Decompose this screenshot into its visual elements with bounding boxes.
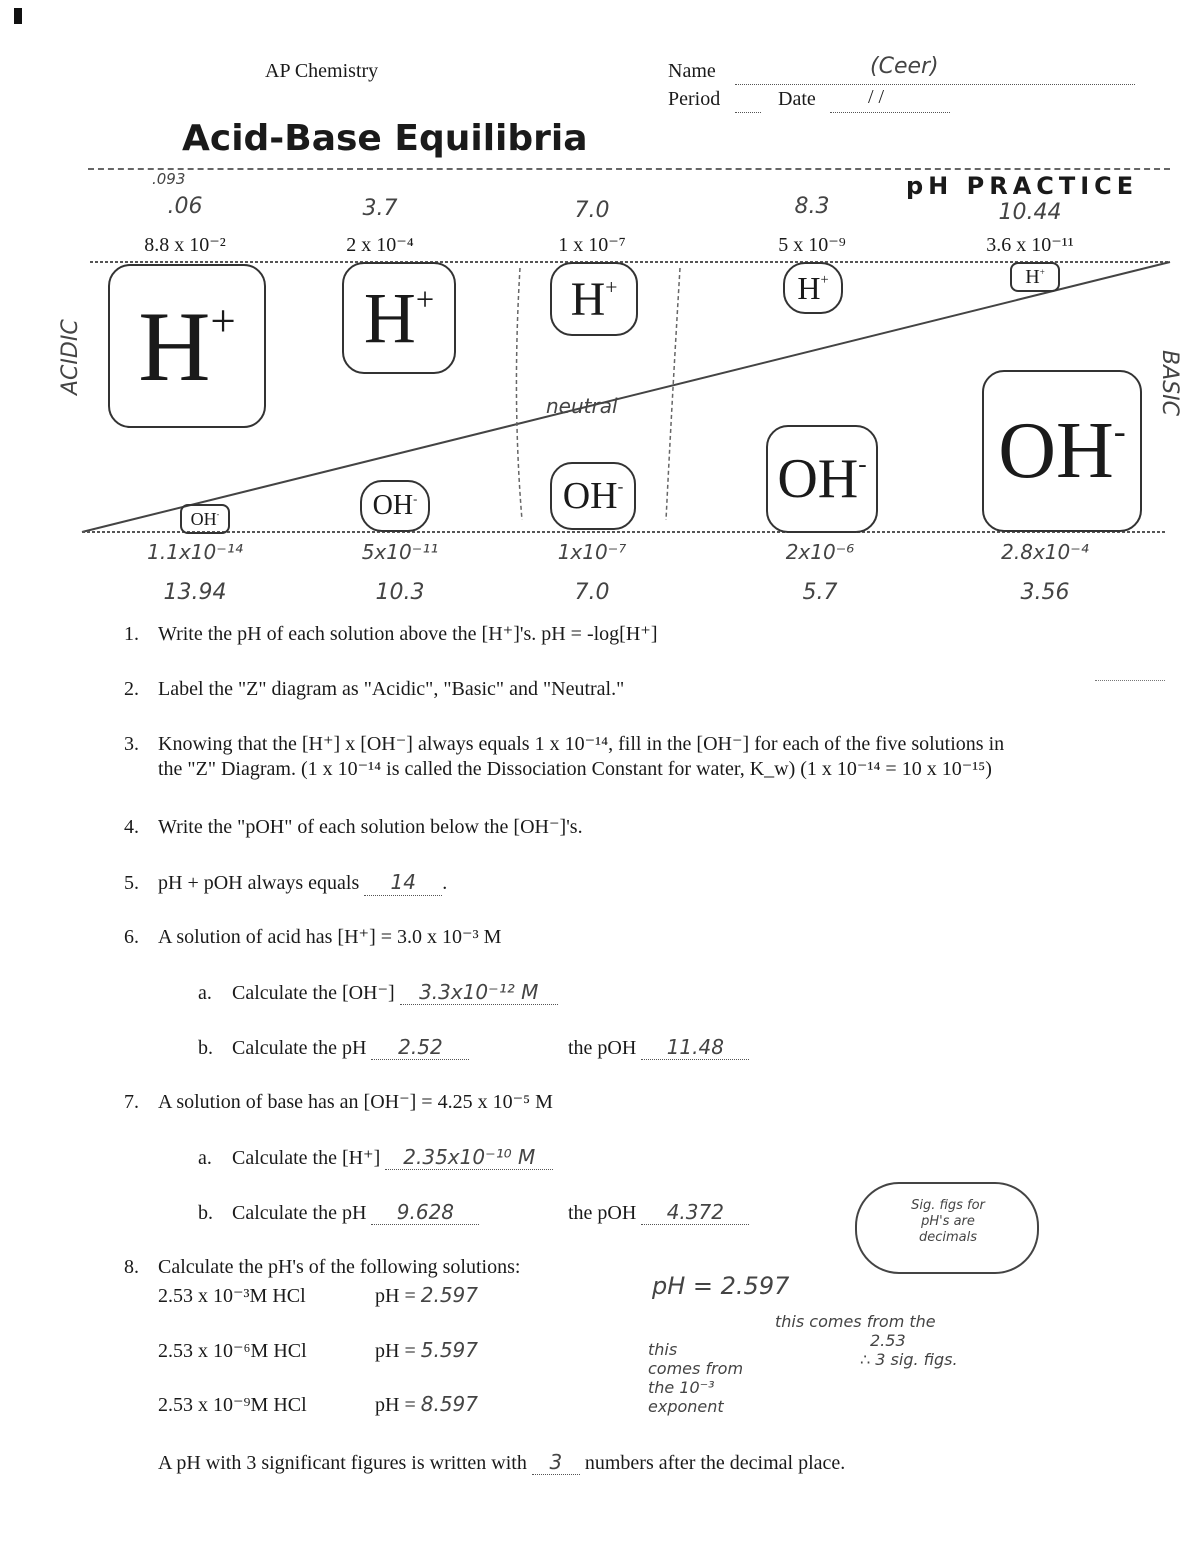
q8-row-1-answer: 2.597 xyxy=(420,1283,478,1307)
extra-top-value: .093 xyxy=(152,170,186,188)
question-7: 7. A solution of base has an [OH⁻] = 4.25 x 10⁻⁵ M xyxy=(124,1091,553,1113)
q6a-answer: 3.3x10⁻¹² M xyxy=(400,980,558,1005)
oh-concentration-3: 1x10⁻⁷ xyxy=(557,540,627,564)
cloud-note-text: Sig. figs for pH's are decimals xyxy=(911,1198,985,1245)
q7b-poh-answer: 4.372 xyxy=(641,1200,749,1225)
q6b-ph-answer: 2.52 xyxy=(371,1035,469,1060)
poh-value-2: 10.3 xyxy=(375,580,425,605)
q8-row-1-ph: pH = 2.597 xyxy=(375,1283,478,1307)
basic-side-label: BASIC xyxy=(1157,350,1182,416)
ph-value-4: 8.3 xyxy=(794,194,830,219)
question-6b-poh: the pOH 11.48 xyxy=(568,1035,749,1060)
question-7b: b. Calculate the pH 9.628 xyxy=(198,1200,479,1225)
stray-line xyxy=(1095,680,1165,681)
worksheet-subtitle: pH PRACTICE xyxy=(906,172,1139,200)
h-concentration-5: 3.6 x 10⁻¹¹ xyxy=(986,234,1074,256)
question-6a: a. Calculate the [OH⁻] 3.3x10⁻¹² M xyxy=(198,980,558,1005)
oh-ion-box-2: OH - xyxy=(360,480,430,532)
course-title: AP Chemistry xyxy=(265,60,379,82)
h-ion-box-4: H + xyxy=(783,262,843,314)
date-value: / / xyxy=(868,86,885,108)
work-ph-value: pH = 2.597 xyxy=(652,1272,790,1300)
date-label: Date xyxy=(778,88,816,110)
name-value: (Ceer) xyxy=(870,54,939,79)
q8-row-3-answer: 8.597 xyxy=(420,1392,478,1416)
q8-row-2-ph: pH = 5.597 xyxy=(375,1338,478,1362)
h-concentration-3: 1 x 10⁻⁷ xyxy=(558,234,626,256)
h-ion-box-3: H + xyxy=(550,262,638,336)
final-statement: A pH with 3 significant figures is written with 3 numbers after the decimal place. xyxy=(158,1450,846,1474)
question-6: 6. A solution of acid has [H⁺] = 3.0 x 10⁻³ M xyxy=(124,926,502,948)
oh-ion-box-3: OH - xyxy=(550,462,636,530)
ph-value-2: 3.7 xyxy=(362,196,398,221)
name-label: Name xyxy=(668,60,716,82)
h-ion-box-1: H + xyxy=(108,264,266,428)
question-8: 8. Calculate the pH's of the following solutions: xyxy=(124,1256,521,1278)
q8-row-1-solution: 2.53 x 10⁻³M HCl xyxy=(158,1285,306,1307)
worksheet-title: Acid-Base Equilibria xyxy=(182,118,588,159)
q5-answer: 14 xyxy=(364,870,442,896)
q8-row-3-solution: 2.53 x 10⁻⁹M HCl xyxy=(158,1394,307,1416)
oh-concentration-5: 2.8x10⁻⁴ xyxy=(1001,540,1089,564)
q7a-answer: 2.35x10⁻¹⁰ M xyxy=(385,1145,553,1170)
h-concentration-2: 2 x 10⁻⁴ xyxy=(346,234,414,256)
ph-value-5: 10.44 xyxy=(998,200,1062,225)
ph-value-3: 7.0 xyxy=(574,198,610,223)
note-sig-figs: this comes from the 2.53 ∴ 3 sig. figs. xyxy=(775,1312,958,1369)
poh-value-4: 5.7 xyxy=(802,580,838,605)
oh-concentration-1: 1.1x10⁻¹⁴ xyxy=(147,540,243,564)
h-ion-box-5: H + xyxy=(1010,262,1060,292)
q7b-ph-answer: 9.628 xyxy=(371,1200,479,1225)
final-answer: 3 xyxy=(532,1450,580,1475)
question-2: 2. Label the "Z" diagram as "Acidic", "Basic" and "Neutral." xyxy=(124,678,625,700)
note-exponent: this comes from the 10⁻³ exponent xyxy=(648,1340,744,1416)
question-7a: a. Calculate the [H⁺] 2.35x10⁻¹⁰ M xyxy=(198,1145,553,1170)
question-1: 1. Write the pH of each solution above the [H⁺]'s. pH = -log[H⁺] xyxy=(124,623,658,645)
q8-row-3-ph: pH = 8.597 xyxy=(375,1392,478,1416)
h-concentration-1: 8.8 x 10⁻² xyxy=(144,234,226,256)
neutral-label: neutral xyxy=(546,394,618,418)
oh-ion-box-5: OH - xyxy=(982,370,1142,532)
h-ion-box-2: H + xyxy=(342,262,456,374)
question-3: 3. Knowing that the [H⁺] x [OH⁻] always equals 1 x 10⁻¹⁴, fill in the [OH⁻] for each of the five solutions in the "Z" Diagram. (1 x 10⁻¹⁴ is called the Dissociation Constant for water, K_w) (1 x 10⁻¹⁴ = 10 x 10⁻¹⁵) xyxy=(124,733,1005,780)
q8-row-2-answer: 5.597 xyxy=(420,1338,478,1362)
oh-ion-box-4: OH - xyxy=(766,425,878,533)
ph-value-1: .06 xyxy=(167,194,203,219)
poh-value-3: 7.0 xyxy=(574,580,610,605)
question-5: 5. pH + pOH always equals 14 . xyxy=(124,870,448,894)
q8-row-2-solution: 2.53 x 10⁻⁶M HCl xyxy=(158,1340,307,1362)
acidic-side-label: ACIDIC xyxy=(58,319,83,395)
poh-value-1: 13.94 xyxy=(163,580,227,605)
question-6b: b. Calculate the pH 2.52 xyxy=(198,1035,469,1060)
poh-value-5: 3.56 xyxy=(1020,580,1070,605)
question-4: 4. Write the "pOH" of each solution below the [OH⁻]'s. xyxy=(124,816,583,838)
oh-concentration-2: 5x10⁻¹¹ xyxy=(361,540,439,564)
period-label: Period xyxy=(668,88,721,110)
h-concentration-4: 5 x 10⁻⁹ xyxy=(778,234,846,256)
oh-ion-box-1: OH - xyxy=(180,504,230,534)
q6b-poh-answer: 11.48 xyxy=(641,1035,749,1060)
oh-concentration-4: 2x10⁻⁶ xyxy=(785,540,855,564)
question-7b-poh: the pOH 4.372 xyxy=(568,1200,749,1225)
